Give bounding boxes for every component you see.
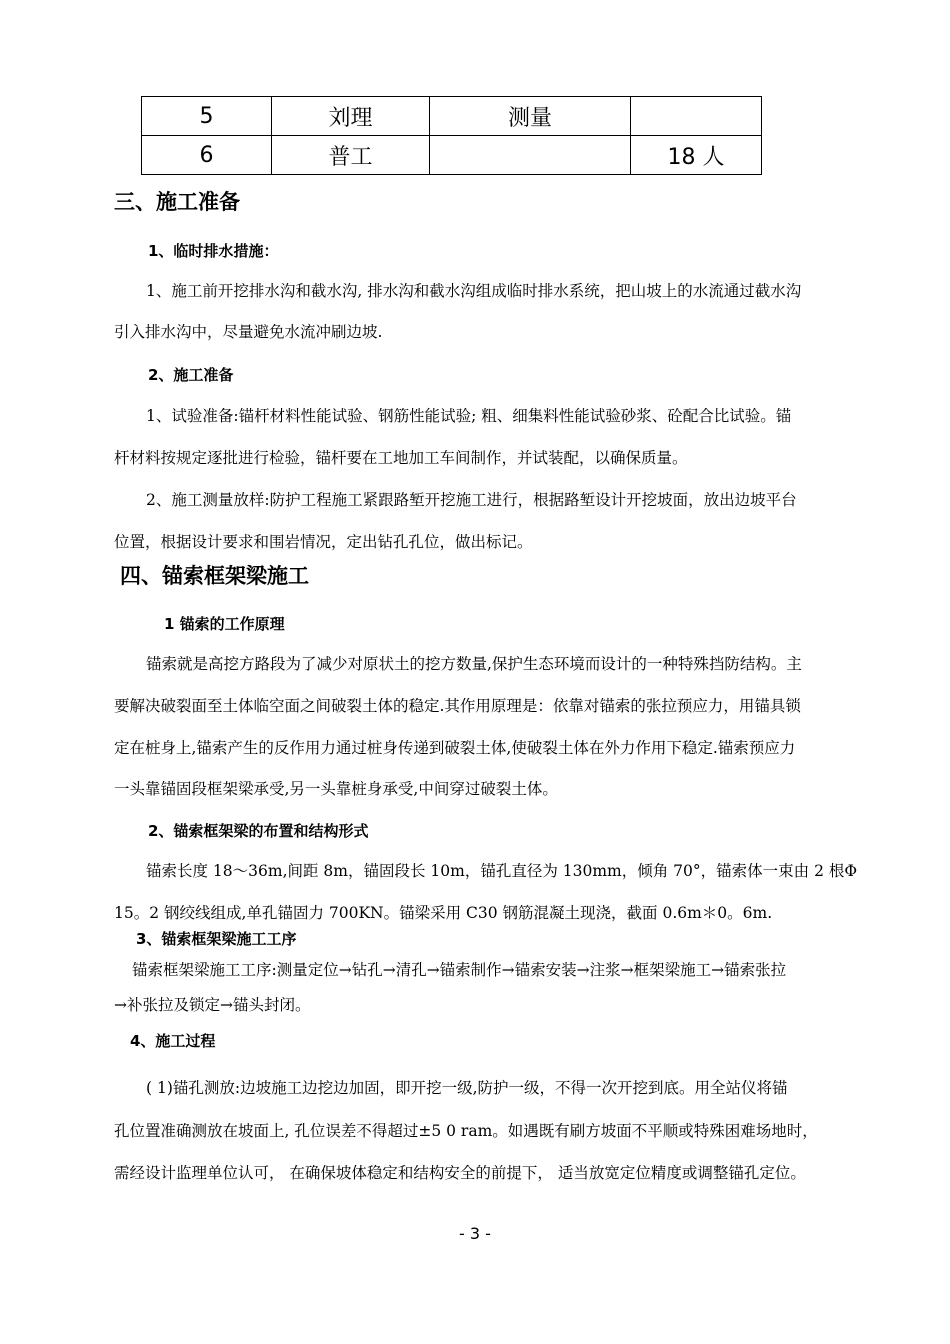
table-cell [430, 136, 631, 175]
paragraph-line: 锚索框架梁施工工序:测量定位→钻孔→清孔→锚索制作→锚索安装→注浆→框架梁施工→锚索张拉 [132, 961, 787, 979]
table-cell: 18 人 [631, 136, 762, 175]
page-number: - 3 - [459, 1224, 491, 1243]
paragraph-line: 要解决破裂面至土体临空面之间破裂土体的稳定.其作用原理是：依靠对锚索的张拉预应力，用锚具锁 [114, 697, 801, 715]
paragraph-line: 孔位置准确测放在坡面上, 孔位误差不得超过±5 0 ram。如遇既有刷方坡面不平顺或特殊困难场地时， [114, 1122, 818, 1140]
paragraph-line: 锚索长度 18～36m,间距 8m，锚固段长 10m，锚孔直径为 130mm，倾角 70°，锚索体一束由 2 根Φ [146, 862, 858, 880]
staff-table [141, 96, 762, 175]
paragraph-line: 锚索就是高挖方路段为了减少对原状土的挖方数量,保护生态环境而设计的一种特殊挡防结构。主 [146, 655, 802, 673]
table-cell: 5 [142, 97, 272, 136]
subsection-heading: 1、临时排水措施： [148, 242, 279, 260]
paragraph-line: 一头靠锚固段框架梁承受,另一头靠桩身承受,中间穿过破裂土体。 [114, 780, 558, 798]
paragraph-line: 1、试验准备:锚杆材料性能试验、钢筋性能试验; 粗、细集料性能试验砂浆、砼配合比试验。锚 [146, 407, 792, 425]
subsection-heading: 4、施工过程 [130, 1032, 216, 1050]
paragraph-line: 1、施工前开挖排水沟和截水沟, 排水沟和截水沟组成临时排水系统，把山坡上的水流通过截水沟 [146, 282, 802, 300]
table-cell [631, 97, 762, 136]
paragraph-line: 需经设计监理单位认可， 在确保坡体稳定和结构安全的前提下， 适当放宽定位精度或调整锚孔定位。 [114, 1164, 806, 1182]
table-row [142, 97, 762, 136]
paragraph-line: 15。2 钢绞线组成,单孔锚固力 700KN。锚梁采用 C30 钢筋混凝土现浇，截面 0.6m＊0。6m. [114, 904, 773, 922]
section-heading: 四、锚索框架梁施工 [120, 564, 309, 588]
subsection-heading: 2、锚索框架梁的布置和结构形式 [148, 822, 369, 840]
paragraph-line: 引入排水沟中，尽量避免水流冲刷边坡. [114, 323, 383, 341]
subsection-heading: 2、施工准备 [148, 366, 234, 384]
paragraph-line: →补张拉及锁定→锚头封闭。 [114, 996, 311, 1014]
table-cell: 普工 [272, 136, 430, 175]
section-heading: 三、施工准备 [114, 190, 240, 214]
paragraph-line: 2、施工测量放样:防护工程施工紧跟路堑开挖施工进行，根据路堑设计开挖坡面，放出边坡平台 [146, 491, 797, 509]
table-cell: 测量 [430, 97, 631, 136]
table-row [142, 136, 762, 175]
subsection-heading: 1 锚索的工作原理 [164, 615, 285, 633]
table-cell: 刘理 [272, 97, 430, 136]
paragraph-line: 杆材料按规定逐批进行检验，锚杆要在工地加工车间制作，并试装配，以确保质量。 [114, 449, 688, 467]
paragraph-line: ( 1)锚孔测放:边坡施工边挖边加固，即开挖一级,防护一级，不得一次开挖到底。用全站仪将锚 [146, 1079, 788, 1097]
paragraph-line: 位置，根据设计要求和围岩情况，定出钻孔孔位，做出标记。 [114, 533, 533, 551]
table-cell: 6 [142, 136, 272, 175]
subsection-heading: 3、锚索框架梁施工工序 [136, 930, 297, 948]
paragraph-line: 定在桩身上,锚索产生的反作用力通过桩身传递到破裂土体,使破裂土体在外力作用下稳定.锚索预应力 [114, 739, 796, 757]
